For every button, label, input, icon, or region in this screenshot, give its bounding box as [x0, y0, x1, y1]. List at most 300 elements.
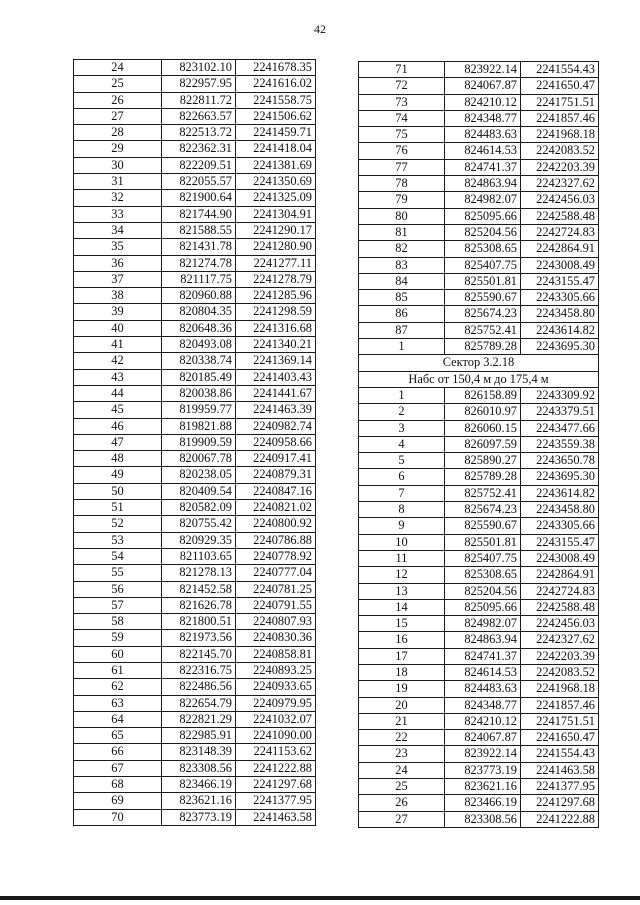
x-coordinate-cell: 825890.27 — [445, 453, 521, 469]
x-coordinate-cell: 820409.54 — [162, 483, 236, 499]
y-coordinate-cell: 2240777.04 — [236, 565, 316, 581]
point-number-cell: 6 — [359, 469, 445, 485]
x-coordinate-cell: 822316.75 — [162, 662, 236, 678]
x-coordinate-cell: 823148.39 — [162, 744, 236, 760]
x-coordinate-cell: 824210.12 — [445, 713, 521, 729]
point-number-cell: 64 — [74, 711, 162, 727]
point-number-cell: 51 — [74, 500, 162, 516]
table-row — [74, 662, 316, 678]
y-coordinate-cell: 2240807.93 — [236, 614, 316, 630]
x-coordinate-cell: 825204.56 — [445, 583, 521, 599]
y-coordinate-cell: 2243379.51 — [521, 404, 599, 420]
point-number-cell: 30 — [74, 157, 162, 173]
y-coordinate-cell: 2241297.68 — [521, 795, 599, 811]
table-row — [74, 760, 316, 776]
x-coordinate-cell: 822513.72 — [162, 125, 236, 141]
point-number-cell: 45 — [74, 402, 162, 418]
table-row — [74, 679, 316, 695]
point-number-cell: 27 — [359, 811, 445, 827]
y-coordinate-cell: 2241463.58 — [521, 762, 599, 778]
point-number-cell: 80 — [359, 208, 445, 224]
y-coordinate-cell: 2243008.49 — [521, 257, 599, 273]
y-coordinate-cell: 2241377.95 — [521, 779, 599, 795]
point-number-cell: 13 — [359, 583, 445, 599]
y-coordinate-cell: 2243008.49 — [521, 550, 599, 566]
x-coordinate-cell: 819821.88 — [162, 418, 236, 434]
y-coordinate-cell: 2242588.48 — [521, 599, 599, 615]
table-row — [359, 94, 599, 110]
point-number-cell: 67 — [74, 760, 162, 776]
y-coordinate-cell: 2241463.58 — [236, 809, 316, 825]
x-coordinate-cell: 823922.14 — [445, 746, 521, 762]
y-coordinate-cell: 2241441.67 — [236, 385, 316, 401]
x-coordinate-cell: 825590.67 — [445, 290, 521, 306]
table-row — [359, 78, 599, 94]
table-row — [359, 550, 599, 566]
y-coordinate-cell: 2242864.91 — [521, 241, 599, 257]
y-coordinate-cell: 2240791.55 — [236, 597, 316, 613]
y-coordinate-cell: 2243458.80 — [521, 306, 599, 322]
table-row — [74, 597, 316, 613]
table-row — [74, 239, 316, 255]
point-number-cell: 66 — [74, 744, 162, 760]
point-number-cell: 26 — [359, 795, 445, 811]
y-coordinate-cell: 2240982.74 — [236, 418, 316, 434]
y-coordinate-cell: 2241290.17 — [236, 222, 316, 238]
point-number-cell: 24 — [359, 762, 445, 778]
table-row — [74, 418, 316, 434]
x-coordinate-cell: 825095.66 — [445, 599, 521, 615]
point-number-cell: 32 — [74, 190, 162, 206]
y-coordinate-cell: 2241304.91 — [236, 206, 316, 222]
table-row — [74, 385, 316, 401]
right-coordinates-table — [358, 61, 599, 828]
x-coordinate-cell: 824614.53 — [445, 143, 521, 159]
x-coordinate-cell: 820067.78 — [162, 451, 236, 467]
point-number-cell: 77 — [359, 159, 445, 175]
point-number-cell: 37 — [74, 271, 162, 287]
x-coordinate-cell: 819909.59 — [162, 434, 236, 450]
table-row — [359, 453, 599, 469]
point-number-cell: 49 — [74, 467, 162, 483]
sector-title: Сектор 3.2.18 — [359, 355, 599, 371]
x-coordinate-cell: 823308.56 — [162, 760, 236, 776]
x-coordinate-cell: 825501.81 — [445, 273, 521, 289]
point-number-cell: 70 — [74, 809, 162, 825]
x-coordinate-cell: 820648.36 — [162, 320, 236, 336]
x-coordinate-cell: 826060.15 — [445, 420, 521, 436]
table-row — [359, 208, 599, 224]
table-row — [359, 469, 599, 485]
table-row — [359, 127, 599, 143]
point-number-cell: 52 — [74, 516, 162, 532]
x-coordinate-cell: 821117.75 — [162, 271, 236, 287]
table-row — [359, 339, 599, 355]
y-coordinate-cell: 2241403.43 — [236, 369, 316, 385]
table-row — [74, 60, 316, 76]
sector-title-row — [359, 355, 599, 371]
table-row — [359, 192, 599, 208]
y-coordinate-cell: 2241506.62 — [236, 108, 316, 124]
table-row — [359, 241, 599, 257]
x-coordinate-cell: 820493.08 — [162, 337, 236, 353]
x-coordinate-cell: 822486.56 — [162, 679, 236, 695]
y-coordinate-cell: 2240786.88 — [236, 532, 316, 548]
point-number-cell: 47 — [74, 434, 162, 450]
x-coordinate-cell: 824741.37 — [445, 159, 521, 175]
y-coordinate-cell: 2242327.62 — [521, 632, 599, 648]
point-number-cell: 9 — [359, 518, 445, 534]
table-row — [74, 565, 316, 581]
x-coordinate-cell: 820238.05 — [162, 467, 236, 483]
x-coordinate-cell: 823102.10 — [162, 60, 236, 76]
point-number-cell: 15 — [359, 616, 445, 632]
point-number-cell: 25 — [359, 779, 445, 795]
table-row — [74, 483, 316, 499]
x-coordinate-cell: 822055.57 — [162, 174, 236, 190]
table-row — [359, 616, 599, 632]
point-number-cell: 41 — [74, 337, 162, 353]
point-number-cell: 24 — [74, 60, 162, 76]
table-row — [359, 485, 599, 501]
table-row — [359, 599, 599, 615]
table-row — [359, 436, 599, 452]
x-coordinate-cell: 822811.72 — [162, 92, 236, 108]
x-coordinate-cell: 820338.74 — [162, 353, 236, 369]
table-row — [74, 92, 316, 108]
y-coordinate-cell: 2243155.47 — [521, 534, 599, 550]
x-coordinate-cell: 825501.81 — [445, 534, 521, 550]
y-coordinate-cell: 2242588.48 — [521, 208, 599, 224]
table-row — [359, 159, 599, 175]
y-coordinate-cell: 2241278.79 — [236, 271, 316, 287]
point-number-cell: 12 — [359, 567, 445, 583]
y-coordinate-cell: 2241616.02 — [236, 76, 316, 92]
point-number-cell: 42 — [74, 353, 162, 369]
y-coordinate-cell: 2243614.82 — [521, 322, 599, 338]
point-number-cell: 34 — [74, 222, 162, 238]
x-coordinate-cell: 824483.63 — [445, 681, 521, 697]
table-row — [74, 581, 316, 597]
point-number-cell: 48 — [74, 451, 162, 467]
table-row — [74, 630, 316, 646]
y-coordinate-cell: 2243695.30 — [521, 469, 599, 485]
x-coordinate-cell: 821588.55 — [162, 222, 236, 238]
table-row — [359, 730, 599, 746]
table-row — [74, 744, 316, 760]
x-coordinate-cell: 825308.65 — [445, 241, 521, 257]
x-coordinate-cell: 822362.31 — [162, 141, 236, 157]
point-number-cell: 26 — [74, 92, 162, 108]
x-coordinate-cell: 822654.79 — [162, 695, 236, 711]
y-coordinate-cell: 2241554.43 — [521, 746, 599, 762]
point-number-cell: 71 — [359, 62, 445, 78]
table-row — [74, 728, 316, 744]
table-row — [359, 257, 599, 273]
table-row — [74, 516, 316, 532]
table-row — [359, 762, 599, 778]
y-coordinate-cell: 2241650.47 — [521, 730, 599, 746]
y-coordinate-cell: 2241316.68 — [236, 320, 316, 336]
point-number-cell: 87 — [359, 322, 445, 338]
y-coordinate-cell: 2240778.92 — [236, 548, 316, 564]
point-number-cell: 23 — [359, 746, 445, 762]
point-number-cell: 78 — [359, 176, 445, 192]
table-row — [359, 387, 599, 403]
point-number-cell: 68 — [74, 777, 162, 793]
y-coordinate-cell: 2241350.69 — [236, 174, 316, 190]
point-number-cell: 17 — [359, 648, 445, 664]
x-coordinate-cell: 822985.91 — [162, 728, 236, 744]
table-row — [359, 322, 599, 338]
sector-subtitle: Набс от 150,4 м до 175,4 м — [359, 371, 599, 387]
y-coordinate-cell: 2240858.81 — [236, 646, 316, 662]
x-coordinate-cell: 821973.56 — [162, 630, 236, 646]
y-coordinate-cell: 2243650.78 — [521, 453, 599, 469]
y-coordinate-cell: 2242456.03 — [521, 616, 599, 632]
point-number-cell: 14 — [359, 599, 445, 615]
y-coordinate-cell: 2241968.18 — [521, 127, 599, 143]
point-number-cell: 5 — [359, 453, 445, 469]
table-row — [74, 809, 316, 825]
y-coordinate-cell: 2240830.36 — [236, 630, 316, 646]
point-number-cell: 79 — [359, 192, 445, 208]
x-coordinate-cell: 821900.64 — [162, 190, 236, 206]
point-number-cell: 18 — [359, 664, 445, 680]
y-coordinate-cell: 2241297.68 — [236, 777, 316, 793]
y-coordinate-cell: 2242864.91 — [521, 567, 599, 583]
y-coordinate-cell: 2242327.62 — [521, 176, 599, 192]
point-number-cell: 29 — [74, 141, 162, 157]
y-coordinate-cell: 2243458.80 — [521, 502, 599, 518]
x-coordinate-cell: 824067.87 — [445, 730, 521, 746]
table-row — [74, 695, 316, 711]
table-row — [74, 125, 316, 141]
table-row — [74, 353, 316, 369]
point-number-cell: 62 — [74, 679, 162, 695]
point-number-cell: 72 — [359, 78, 445, 94]
x-coordinate-cell: 823308.56 — [445, 811, 521, 827]
x-coordinate-cell: 826010.97 — [445, 404, 521, 420]
y-coordinate-cell: 2241678.35 — [236, 60, 316, 76]
table-row — [359, 632, 599, 648]
y-coordinate-cell: 2240781.25 — [236, 581, 316, 597]
right-table-body-top — [359, 62, 599, 355]
x-coordinate-cell: 825590.67 — [445, 518, 521, 534]
y-coordinate-cell: 2241463.39 — [236, 402, 316, 418]
y-coordinate-cell: 2242083.52 — [521, 664, 599, 680]
table-row — [359, 648, 599, 664]
table-row — [359, 713, 599, 729]
table-row — [359, 697, 599, 713]
y-coordinate-cell: 2241418.04 — [236, 141, 316, 157]
table-row — [359, 779, 599, 795]
x-coordinate-cell: 821626.78 — [162, 597, 236, 613]
point-number-cell: 25 — [74, 76, 162, 92]
x-coordinate-cell: 823621.16 — [445, 779, 521, 795]
x-coordinate-cell: 824863.94 — [445, 632, 521, 648]
x-coordinate-cell: 824210.12 — [445, 94, 521, 110]
y-coordinate-cell: 2241650.47 — [521, 78, 599, 94]
point-number-cell: 1 — [359, 339, 445, 355]
y-coordinate-cell: 2241280.90 — [236, 239, 316, 255]
x-coordinate-cell: 825674.23 — [445, 306, 521, 322]
table-row — [359, 110, 599, 126]
table-row — [74, 222, 316, 238]
x-coordinate-cell: 822957.95 — [162, 76, 236, 92]
point-number-cell: 11 — [359, 550, 445, 566]
page-number: 42 — [314, 22, 326, 36]
y-coordinate-cell: 2241153.62 — [236, 744, 316, 760]
table-row — [74, 206, 316, 222]
point-number-cell: 56 — [74, 581, 162, 597]
point-number-cell: 57 — [74, 597, 162, 613]
table-row — [359, 518, 599, 534]
y-coordinate-cell: 2242724.83 — [521, 583, 599, 599]
table-row — [74, 369, 316, 385]
table-row — [74, 108, 316, 124]
point-number-cell: 36 — [74, 255, 162, 271]
point-number-cell: 85 — [359, 290, 445, 306]
point-number-cell: 16 — [359, 632, 445, 648]
point-number-cell: 4 — [359, 436, 445, 452]
table-row — [74, 793, 316, 809]
y-coordinate-cell: 2240821.02 — [236, 500, 316, 516]
x-coordinate-cell: 826158.89 — [445, 387, 521, 403]
y-coordinate-cell: 2240933.65 — [236, 679, 316, 695]
table-row — [74, 614, 316, 630]
point-number-cell: 1 — [359, 387, 445, 403]
x-coordinate-cell: 825789.28 — [445, 339, 521, 355]
point-number-cell: 59 — [74, 630, 162, 646]
x-coordinate-cell: 825407.75 — [445, 550, 521, 566]
point-number-cell: 54 — [74, 548, 162, 564]
y-coordinate-cell: 2242724.83 — [521, 224, 599, 240]
table-row — [359, 664, 599, 680]
x-coordinate-cell: 819959.77 — [162, 402, 236, 418]
y-coordinate-cell: 2243305.66 — [521, 290, 599, 306]
x-coordinate-cell: 823922.14 — [445, 62, 521, 78]
x-coordinate-cell: 825674.23 — [445, 502, 521, 518]
y-coordinate-cell: 2241090.00 — [236, 728, 316, 744]
table-row — [74, 777, 316, 793]
point-number-cell: 73 — [359, 94, 445, 110]
point-number-cell: 39 — [74, 304, 162, 320]
table-row — [359, 583, 599, 599]
table-row — [74, 548, 316, 564]
x-coordinate-cell: 821452.58 — [162, 581, 236, 597]
table-row — [359, 534, 599, 550]
point-number-cell: 81 — [359, 224, 445, 240]
x-coordinate-cell: 824614.53 — [445, 664, 521, 680]
x-coordinate-cell: 820755.42 — [162, 516, 236, 532]
table-row — [74, 157, 316, 173]
y-coordinate-cell: 2243559.38 — [521, 436, 599, 452]
point-number-cell: 35 — [74, 239, 162, 255]
y-coordinate-cell: 2243695.30 — [521, 339, 599, 355]
y-coordinate-cell: 2241558.75 — [236, 92, 316, 108]
point-number-cell: 86 — [359, 306, 445, 322]
table-row — [74, 711, 316, 727]
y-coordinate-cell: 2241285.96 — [236, 288, 316, 304]
point-number-cell: 46 — [74, 418, 162, 434]
point-number-cell: 58 — [74, 614, 162, 630]
y-coordinate-cell: 2240879.31 — [236, 467, 316, 483]
point-number-cell: 27 — [74, 108, 162, 124]
y-coordinate-cell: 2242083.52 — [521, 143, 599, 159]
y-coordinate-cell: 2241459.71 — [236, 125, 316, 141]
point-number-cell: 28 — [74, 125, 162, 141]
y-coordinate-cell: 2240958.66 — [236, 434, 316, 450]
point-number-cell: 75 — [359, 127, 445, 143]
point-number-cell: 2 — [359, 404, 445, 420]
point-number-cell: 33 — [74, 206, 162, 222]
x-coordinate-cell: 823621.16 — [162, 793, 236, 809]
point-number-cell: 7 — [359, 485, 445, 501]
y-coordinate-cell: 2241554.43 — [521, 62, 599, 78]
x-coordinate-cell: 824982.07 — [445, 616, 521, 632]
x-coordinate-cell: 825752.41 — [445, 485, 521, 501]
x-coordinate-cell: 820929.35 — [162, 532, 236, 548]
y-coordinate-cell: 2241325.09 — [236, 190, 316, 206]
table-row — [359, 811, 599, 827]
x-coordinate-cell: 824348.77 — [445, 697, 521, 713]
x-coordinate-cell: 821278.13 — [162, 565, 236, 581]
table-row — [74, 646, 316, 662]
x-coordinate-cell: 823466.19 — [162, 777, 236, 793]
x-coordinate-cell: 821431.78 — [162, 239, 236, 255]
y-coordinate-cell: 2241377.95 — [236, 793, 316, 809]
point-number-cell: 44 — [74, 385, 162, 401]
table-row — [74, 500, 316, 516]
table-row — [359, 62, 599, 78]
table-row — [359, 502, 599, 518]
y-coordinate-cell: 2243305.66 — [521, 518, 599, 534]
point-number-cell: 76 — [359, 143, 445, 159]
x-coordinate-cell: 822821.29 — [162, 711, 236, 727]
table-row — [74, 434, 316, 450]
table-row — [74, 271, 316, 287]
right-table-body-bottom — [359, 387, 599, 827]
y-coordinate-cell: 2241298.59 — [236, 304, 316, 320]
point-number-cell: 10 — [359, 534, 445, 550]
x-coordinate-cell: 822209.51 — [162, 157, 236, 173]
table-row — [74, 76, 316, 92]
point-number-cell: 60 — [74, 646, 162, 662]
left-table-body — [74, 60, 316, 826]
point-number-cell: 8 — [359, 502, 445, 518]
x-coordinate-cell: 821103.65 — [162, 548, 236, 564]
x-coordinate-cell: 820804.35 — [162, 304, 236, 320]
point-number-cell: 22 — [359, 730, 445, 746]
table-row — [74, 467, 316, 483]
point-number-cell: 84 — [359, 273, 445, 289]
table-row — [359, 273, 599, 289]
y-coordinate-cell: 2242456.03 — [521, 192, 599, 208]
point-number-cell: 40 — [74, 320, 162, 336]
point-number-cell: 61 — [74, 662, 162, 678]
point-number-cell: 3 — [359, 420, 445, 436]
table-row — [74, 320, 316, 336]
point-number-cell: 63 — [74, 695, 162, 711]
table-row — [74, 532, 316, 548]
table-row — [359, 681, 599, 697]
x-coordinate-cell: 822663.57 — [162, 108, 236, 124]
point-number-cell: 21 — [359, 713, 445, 729]
y-coordinate-cell: 2241369.14 — [236, 353, 316, 369]
y-coordinate-cell: 2243614.82 — [521, 485, 599, 501]
x-coordinate-cell: 824982.07 — [445, 192, 521, 208]
